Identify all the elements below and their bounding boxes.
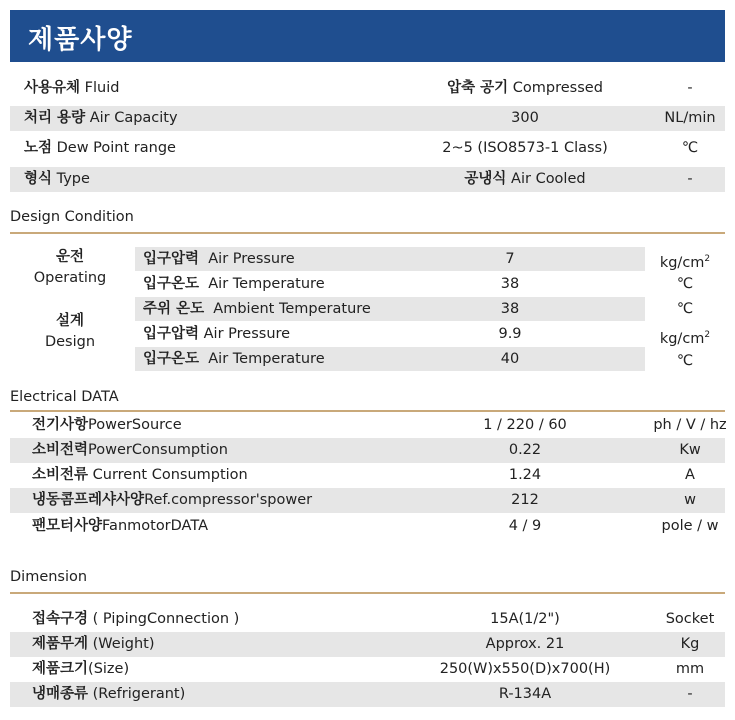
spec-label: 사용유체 Fluid [24, 80, 120, 96]
spec-unit: - [687, 171, 693, 187]
condition-unit: ℃ [676, 276, 694, 292]
section-divider [10, 592, 725, 594]
section-heading-dimension: Dimension [10, 569, 88, 585]
spec-value: 공냉식 Air Cooled [464, 171, 586, 187]
dimension-row: 제품무게 (Weight) Approx. 21 Kg [10, 632, 725, 657]
design-group-label: 설계 Design [44, 313, 96, 350]
condition-unit: $kg/cm^2$ [659, 254, 711, 271]
electrical-row: 전기사항PowerSource 1 / 220 / 60 ph / V / hz [32, 417, 727, 433]
spec-unit: - [687, 80, 693, 96]
electrical-row: 소비전력PowerConsumption 0.22 Kw [10, 438, 725, 463]
section-divider [10, 410, 725, 412]
operating-group-label: 운전 Operating [33, 249, 107, 286]
condition-row: 입구압력 Air Pressure 9.9 [143, 326, 522, 342]
spec-value: 300 [511, 110, 539, 126]
condition-unit: ℃ [676, 301, 694, 317]
condition-unit: ℃ [676, 353, 694, 369]
electrical-row: 팬모터사양FanmotorDATA 4 / 9 pole / w [32, 518, 719, 534]
section-heading-design-condition: Design Condition [10, 209, 134, 225]
condition-row: 입구압력 Air Pressure 7 [135, 247, 645, 271]
electrical-row: 소비전류 Current Consumption 1.24 A [32, 467, 695, 483]
dimension-row: 제품크기(Size) 250(W)x550(D)x700(H) mm [32, 661, 705, 677]
page-title: 제품사양 [28, 25, 133, 55]
spec-label: 형식 Type [24, 171, 90, 187]
condition-row: 입구온도 Air Temperature 38 [143, 276, 520, 292]
spec-unit: NL/min [664, 110, 716, 126]
section-divider [10, 232, 725, 234]
spec-row-fluid [10, 76, 725, 101]
spec-label: 노점 Dew Point range [24, 140, 176, 156]
spec-unit: ℃ [681, 140, 699, 156]
condition-unit: $kg/cm^2$ [659, 330, 711, 347]
electrical-row: 냉동콤프레샤사양Ref.compressor'spower 212 w [10, 488, 725, 513]
spec-value: 2~5 (ISO8573-1 Class) [442, 140, 608, 156]
spec-row-type [10, 167, 725, 192]
dimension-row: 냉매종류 (Refrigerant) R-134A - [10, 682, 725, 707]
spec-value: 압축 공기 Compressed [447, 80, 603, 96]
condition-row: 주위 온도 Ambient Temperature 38 [135, 297, 645, 321]
spec-label: 처리 용량 Air Capacity [24, 110, 178, 126]
condition-row: 입구온도 Air Temperature 40 [135, 347, 645, 371]
spec-row-capacity [10, 106, 725, 131]
section-heading-electrical: Electrical DATA [10, 389, 119, 405]
spec-row-dewpoint [10, 136, 725, 161]
title-banner [10, 10, 725, 62]
dimension-row: 접속구경 ( PipingConnection ) 15A(1/2") Socket [32, 611, 715, 627]
